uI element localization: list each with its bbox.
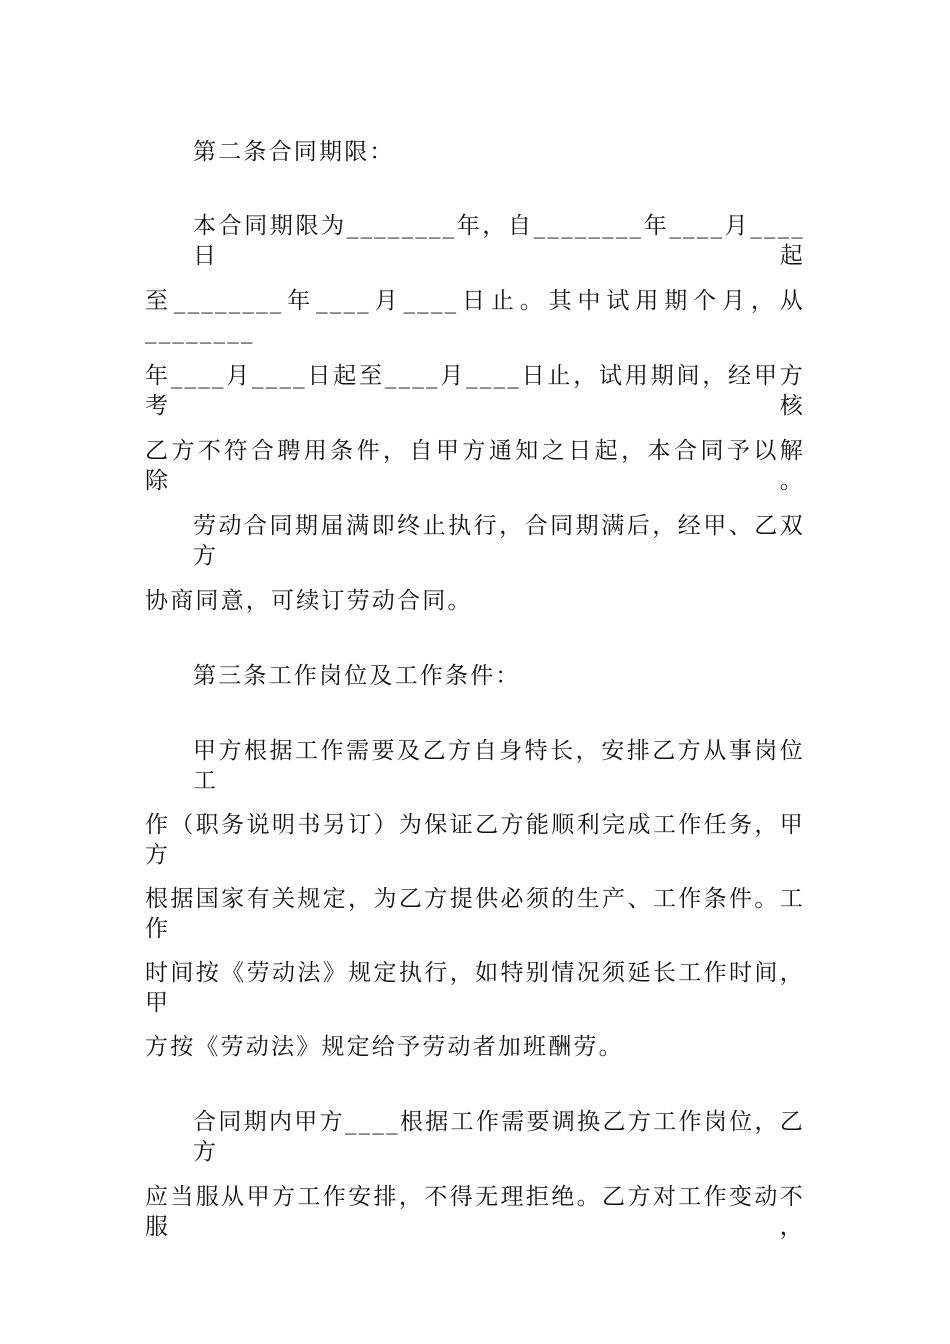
article-3-heading: 第三条工作岗位及工作条件： bbox=[193, 663, 521, 689]
paragraph-line: 根据国家有关规定，为乙方提供必须的生产、工作条件。工作 bbox=[145, 886, 805, 942]
paragraph-line: 作（职务说明书另订）为保证乙方能顺利完成工作任务，甲方 bbox=[145, 812, 805, 868]
paragraph-line: 应当服从甲方工作安排，不得无理拒绝。乙方对工作变动不服， bbox=[145, 1184, 805, 1240]
paragraph-line: 方按《劳动法》规定给予劳动者加班酬劳。 bbox=[145, 1034, 624, 1060]
paragraph-line: 时间按《劳动法》规定执行，如特别情况须延长工作时间，甲 bbox=[145, 960, 805, 1016]
paragraph-line: 年____月____日起至____月____日止，试用期间，经甲方考核 bbox=[145, 363, 805, 419]
article-2-heading: 第二条合同期限： bbox=[193, 139, 395, 165]
paragraph-line: 至________年____月____日止。其中试用期个月，从________ bbox=[145, 288, 805, 344]
paragraph-line: 乙方不符合聘用条件，自甲方通知之日起，本合同予以解除。 bbox=[145, 438, 805, 494]
paragraph-line: 劳动合同期届满即终止执行，合同期满后，经甲、乙双方 bbox=[193, 513, 805, 569]
paragraph-line: 本合同期限为________年，自________年____月____日起 bbox=[193, 213, 805, 269]
paragraph-line: 合同期内甲方____根据工作需要调换乙方工作岗位，乙方 bbox=[193, 1109, 805, 1165]
paragraph-line: 甲方根据工作需要及乙方自身特长，安排乙方从事岗位工 bbox=[193, 738, 805, 794]
paragraph-line: 协商同意，可续订劳动合同。 bbox=[145, 588, 473, 614]
